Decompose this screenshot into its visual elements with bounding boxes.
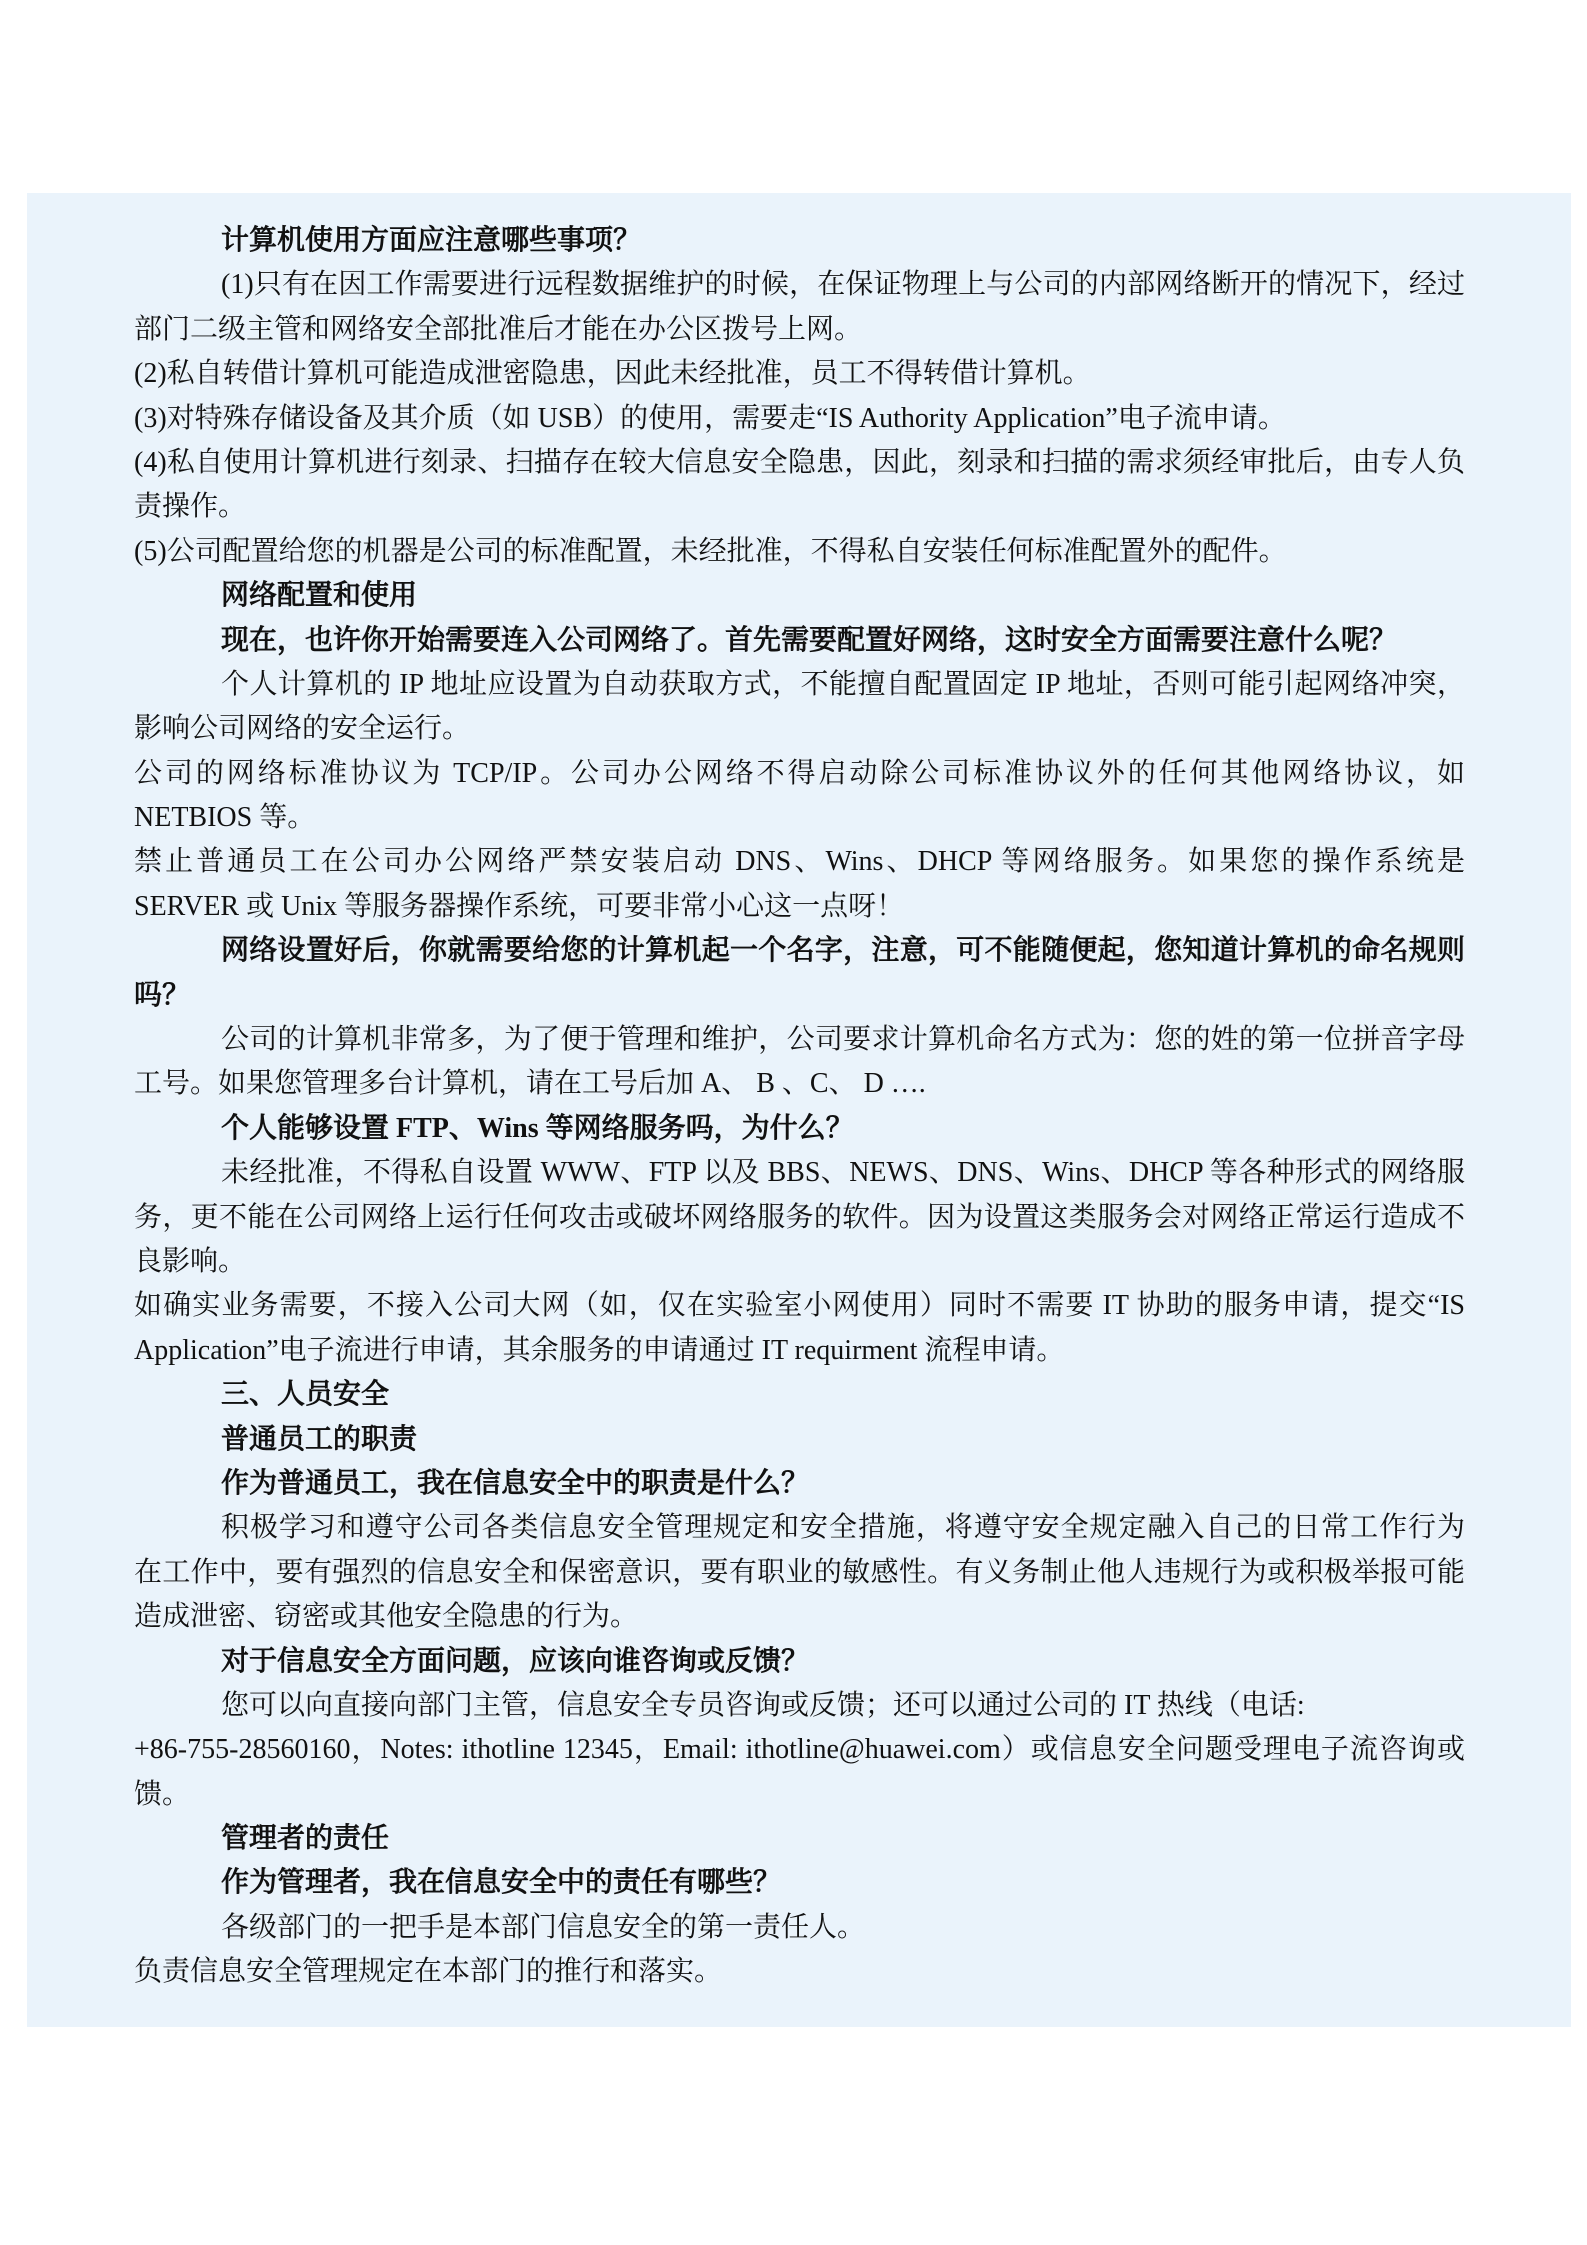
paragraph-line: (1)只有在因工作需要进行远程数据维护的时候，在保证物理上与公司的内部网络断开的情况下，经过 (221, 269, 1465, 301)
document-body (134, 219, 1465, 1995)
heading: 计算机使用方面应注意哪些事项？ (221, 225, 642, 256)
paragraph-line: 公司的网络标准协议为 TCP/IP。公司办公网络不得启动除公司标准协议外的任何其他网络协议，如 (134, 757, 1465, 789)
paragraph-line: 禁止普通员工在公司办公网络严禁安装启动 DNS、Wins、DHCP 等网络服务。如果您的操作系统是 (134, 846, 1465, 878)
paragraph-line: 造成泄密、窃密或其他安全隐患的行为。 (134, 1601, 639, 1633)
question-heading: 作为普通员工，我在信息安全中的职责是什么？ (221, 1467, 810, 1499)
heading: 管理者的责任 (221, 1823, 390, 1855)
paragraph-line: 公司的计算机非常多，为了便于管理和维护，公司要求计算机命名方式为：您的姓的第一位拼音字母 (221, 1024, 1465, 1056)
paragraph-line: 各级部门的一把手是本部门信息安全的第一责任人。 (221, 1911, 866, 1943)
section-heading: 三、人员安全 (221, 1379, 390, 1411)
paragraph-line: SERVER 或 Unix 等服务器操作系统，可要非常小心这一点呀！ (134, 890, 905, 922)
question-heading: 作为管理者，我在信息安全中的责任有哪些？ (221, 1867, 782, 1899)
paragraph-line: (4)私自使用计算机进行刻录、扫描存在较大信息安全隐患，因此，刻录和扫描的需求须经审批后，由专人负 (134, 446, 1465, 478)
paragraph-line: Application”电子流进行申请，其余服务的申请通过 IT requirment 流程申请。 (134, 1334, 1065, 1366)
question-heading: 个人能够设置 FTP、Wins 等网络服务吗，为什么？ (221, 1112, 854, 1144)
question-heading: 吗？ (134, 979, 191, 1011)
paragraph-line: 在工作中，要有强烈的信息安全和保密意识，要有职业的敏感性。有义务制止他人违规行为或积极举报可能 (134, 1556, 1465, 1588)
question-heading: 网络设置好后，你就需要给您的计算机起一个名字，注意，可不能随便起，您知道计算机的命名规则 (221, 935, 1465, 967)
paragraph-line: 部门二级主管和网络安全部批准后才能在办公区拨号上网。 (134, 313, 863, 345)
paragraph-line: 未经批准，不得私自设置 WWW、FTP 以及 BBS、NEWS、DNS、Wins、DHCP 等各种形式的网络服 (221, 1157, 1465, 1189)
paragraph-line: (5)公司配置给您的机器是公司的标准配置，未经批准，不得私自安装任何标准配置外的配件。 (134, 535, 1287, 567)
paragraph-line: NETBIOS 等。 (134, 802, 316, 834)
question-heading: 现在，也许你开始需要连入公司网络了。首先需要配置好网络，这时安全方面需要注意什么呢？ (221, 624, 1398, 656)
question-heading: 对于信息安全方面问题，应该向谁咨询或反馈？ (221, 1645, 810, 1677)
paragraph-line: 您可以向直接向部门主管，信息安全专员咨询或反馈；还可以通过公司的 IT 热线（电话: (221, 1689, 1305, 1721)
paragraph-line: 工号。如果您管理多台计算机，请在工号后加 A、 B 、C、 D …. (134, 1068, 926, 1100)
paragraph-line: (3)对特殊存储设备及其介质（如 USB）的使用，需要走“IS Authority Application”电子流申请。 (134, 402, 1286, 434)
paragraph-line: (2)私自转借计算机可能造成泄密隐患，因此未经批准，员工不得转借计算机。 (134, 358, 1091, 390)
paragraph-line: +86-755-28560160，Notes: ithotline 12345，Email: ithotline@huawei.com）或信息安全问题受理电子流咨询或 (134, 1734, 1465, 1766)
paragraph-line: 个人计算机的 IP 地址应设置为自动获取方式，不能擅自配置固定 IP 地址，否则可能引起网络冲突， (221, 668, 1465, 700)
paragraph-line: 如确实业务需要，不接入公司大网（如，仅在实验室小网使用）同时不需要 IT 协助的服务申请，提交“IS (134, 1290, 1465, 1322)
heading: 网络配置和使用 (221, 580, 418, 612)
heading: 普通员工的职责 (221, 1423, 418, 1455)
paragraph-line: 良影响。 (134, 1245, 247, 1277)
paragraph-line: 馈。 (134, 1778, 191, 1810)
paragraph-line: 积极学习和遵守公司各类信息安全管理规定和安全措施，将遵守安全规定融入自己的日常工作行为 (221, 1512, 1465, 1544)
paragraph-line: 负责信息安全管理规定在本部门的推行和落实。 (134, 1956, 723, 1988)
paragraph-line: 影响公司网络的安全运行。 (134, 713, 471, 745)
paragraph-line: 务，更不能在公司网络上运行任何攻击或破坏网络服务的软件。因为设置这类服务会对网络正常运行造成不 (134, 1201, 1465, 1233)
paragraph-line: 责操作。 (134, 491, 247, 523)
